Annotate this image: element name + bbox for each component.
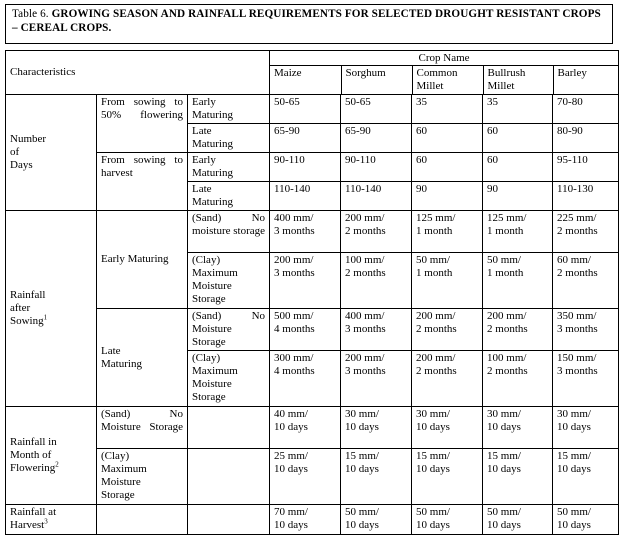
- days-value: 110-130: [553, 182, 619, 211]
- days-value: 70-80: [553, 95, 619, 124]
- maturity-late: Late Maturing: [188, 182, 270, 211]
- days-value: 90: [483, 182, 553, 211]
- rain-value: 350 mm/ 3 months: [553, 309, 619, 351]
- crop-bullrush-millet: Bullrush Millet: [483, 66, 553, 94]
- crop-maize: Maize: [270, 66, 341, 94]
- rain-value: 50 mm/ 1 month: [483, 253, 553, 309]
- footnote-2: 2: [55, 460, 59, 469]
- rain-value: 50 mm/ 1 month: [412, 253, 483, 309]
- empty-cell: [188, 407, 270, 449]
- soil-sand: (Sand) No Moisture Storage: [188, 309, 270, 351]
- days-value: 110-140: [341, 182, 412, 211]
- rain-value: 125 mm/ 1 month: [412, 211, 483, 253]
- days-label: Number of Days: [6, 95, 97, 211]
- days-harvest-label: From sowing to harvest: [97, 153, 188, 211]
- rain-value: 60 mm/ 2 months: [553, 253, 619, 309]
- empty-cell: [188, 449, 270, 505]
- soil-clay: (Clay) Maximum Moisture Storage: [188, 253, 270, 309]
- table-number: Table 6.: [12, 8, 49, 20]
- rain-value: 30 mm/ 10 days: [553, 407, 619, 449]
- rain-value: 40 mm/ 10 days: [270, 407, 341, 449]
- soil-sand: (Sand) No Moisture Storage: [97, 407, 188, 449]
- days-value: 90-110: [341, 153, 412, 182]
- days-value: 35: [483, 95, 553, 124]
- rain-value: 50 mm/ 10 days: [483, 505, 553, 535]
- rain-harvest-label: Rainfall at Harvest$^3$: [6, 505, 97, 535]
- days-value: 35: [412, 95, 483, 124]
- soil-clay: (Clay) Maximum Moisture Storage: [188, 351, 270, 407]
- soil-clay: (Clay) Maximum Moisture Storage: [97, 449, 188, 505]
- rain-value: 50 mm/ 10 days: [412, 505, 483, 535]
- rain-value: 200 mm/ 3 months: [270, 253, 341, 309]
- rain-value: 500 mm/ 4 months: [270, 309, 341, 351]
- maturity-early: Early Maturing: [188, 153, 270, 182]
- characteristics-header: Characteristics: [6, 51, 270, 95]
- crop-common-millet: Common Millet: [412, 66, 483, 94]
- footnote-1: 1: [43, 313, 48, 322]
- rain-value: 100 mm/ 2 months: [483, 351, 553, 407]
- days-flowering-label: From sowing to 50% flowering: [97, 95, 188, 153]
- rain-value: 300 mm/ 4 months: [270, 351, 341, 407]
- rain-value: 50 mm/ 10 days: [341, 505, 412, 535]
- rain-value: 200 mm/ 2 months: [412, 351, 483, 407]
- rain-value: 200 mm/ 2 months: [483, 309, 553, 351]
- rain-value: 15 mm/ 10 days: [553, 449, 619, 505]
- table-title: GROWING SEASON AND RAINFALL REQUIREMENTS FOR SELECTED DROUGHT RESISTANT CROPS – CEREAL CROPS.: [12, 8, 601, 34]
- table-caption: [5, 4, 613, 44]
- days-value: 60: [483, 124, 553, 153]
- days-value: 65-90: [270, 124, 341, 153]
- days-value: 90-110: [270, 153, 341, 182]
- rain-sowing-late-label: Late Maturing: [97, 309, 188, 407]
- rain-value: 125 mm/ 1 month: [483, 211, 553, 253]
- soil-sand: (Sand) No moisture storage: [188, 211, 270, 253]
- rain-sowing-label: Rainfall after Sowing$^1$: [6, 211, 97, 407]
- rain-value: 225 mm/ 2 months: [553, 211, 619, 253]
- rain-value: 150 mm/ 3 months: [553, 351, 619, 407]
- rain-value: 200 mm/ 2 months: [341, 211, 412, 253]
- empty-cell: [97, 505, 188, 535]
- rain-value: 15 mm/ 10 days: [412, 449, 483, 505]
- rain-value: 15 mm/ 10 days: [483, 449, 553, 505]
- days-value: 80-90: [553, 124, 619, 153]
- crop-sorghum: Sorghum: [341, 66, 412, 94]
- days-value: 60: [412, 124, 483, 153]
- days-value: 65-90: [341, 124, 412, 153]
- days-value: 95-110: [553, 153, 619, 182]
- days-value: 50-65: [341, 95, 412, 124]
- rain-value: 50 mm/ 10 days: [553, 505, 619, 535]
- rain-value: 15 mm/ 10 days: [341, 449, 412, 505]
- crops-table: [5, 50, 619, 535]
- rain-sowing-early-label: Early Maturing: [97, 211, 188, 309]
- rain-value: 30 mm/ 10 days: [412, 407, 483, 449]
- maturity-late: Late Maturing: [188, 124, 270, 153]
- rain-value: 30 mm/ 10 days: [483, 407, 553, 449]
- rain-value: 70 mm/ 10 days: [270, 505, 341, 535]
- rain-value: 25 mm/ 10 days: [270, 449, 341, 505]
- rain-value: 400 mm/ 3 months: [341, 309, 412, 351]
- rain-flowering-label: Rainfall in Month of Flowering$^2$: [6, 407, 97, 505]
- crop-name-label: Crop Name: [270, 51, 618, 66]
- days-value: 90: [412, 182, 483, 211]
- rain-value: 400 mm/ 3 months: [270, 211, 341, 253]
- maturity-early: Early Maturing: [188, 95, 270, 124]
- footnote-3: 3: [44, 517, 48, 526]
- days-value: 50-65: [270, 95, 341, 124]
- empty-cell: [188, 505, 270, 535]
- rain-value: 200 mm/ 3 months: [341, 351, 412, 407]
- rain-value: 200 mm/ 2 months: [412, 309, 483, 351]
- days-value: 60: [412, 153, 483, 182]
- crop-name-header: [270, 51, 619, 95]
- days-value: 60: [483, 153, 553, 182]
- rain-value: 30 mm/ 10 days: [341, 407, 412, 449]
- days-value: 110-140: [270, 182, 341, 211]
- crop-barley: Barley: [557, 67, 587, 79]
- rain-value: 100 mm/ 2 months: [341, 253, 412, 309]
